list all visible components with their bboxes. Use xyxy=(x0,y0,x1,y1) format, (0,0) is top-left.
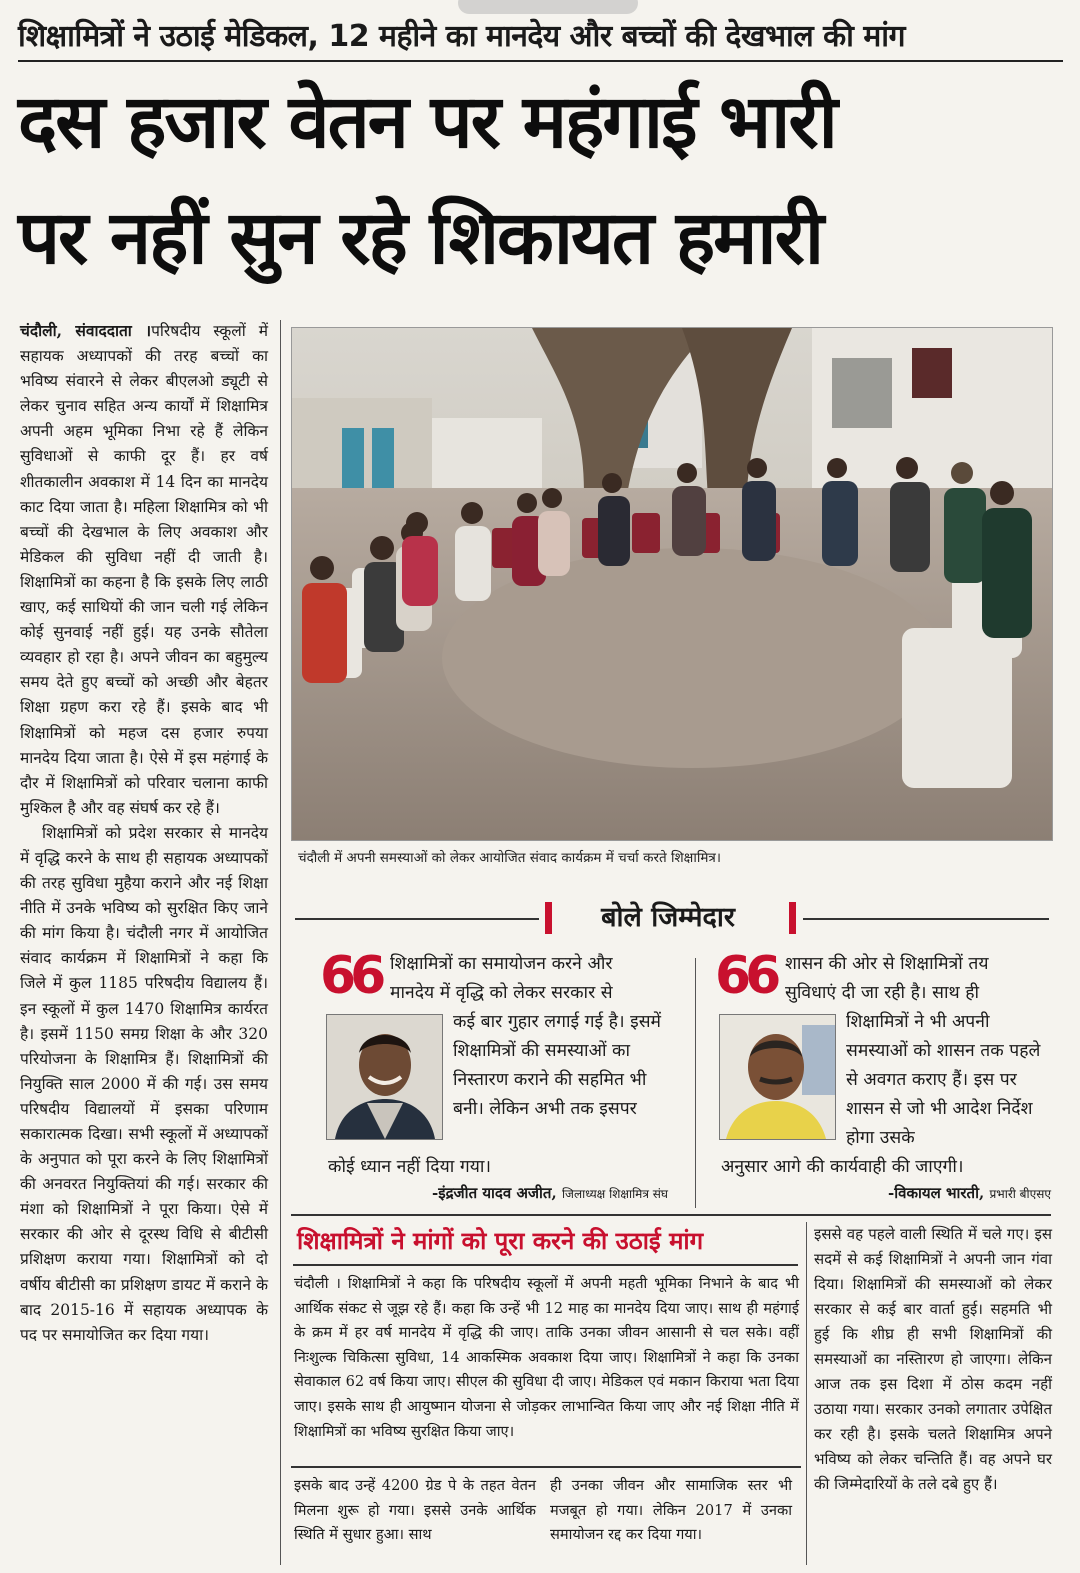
right-column-divider xyxy=(806,1222,807,1565)
quote-right-line-2: सुविधाएं दी जा रही है। साथ ही xyxy=(785,983,980,1003)
left-para-1-text: परिषदीय स्कूलों में सहायक अध्यापकों की तरह बच्चों का भविष्य संवारने से लेकर बीएलओ ड्यूटी से लेकर चुनाव सहित अन्य कार्यों में शिक्षामित्र अपनी अहम भूमिका निभा रहे हैं लेकिन सुविधाओं से काफी दूर हैं। हर वर्ष शीतकालीन अवकाश में 14 दिन का मानदेय काट दिया जाता है। महिला शिक्षामित्र को भी बच्चों की देखभाल के लिए अवकाश और मेडिकल की सुविधा नहीं दी जाती है। शिक्षामित्रों का कहना है कि इसके लिए लाठी खाए, कई साथियों की जान चली गई लेकिन कोई सुनवाई नहीं हुई। यह उनके सौतेला व्यवहार हो रहा है। अपने जीवन का बहुमुल्य समय देते हुए बच्चों को अच्छी और बेहतर शिक्षा ग्रहण करा रहे हैं। इसके बाद भी शिक्षामित्रों को महज दस हजार रुपया मानदेय दिया जाता है। ऐसे में इस महंगाई के दौर में शिक्षामित्रों को परिवार चलाना काफी मुश्किल है और वह संघर्ष कर रहे हैं। xyxy=(20,322,268,817)
meeting-photo-illustration xyxy=(292,328,1052,840)
dateline: चंदौली, संवाददाता । xyxy=(20,321,152,340)
group-photo xyxy=(291,327,1053,841)
section-title: बोले जिम्मेदार xyxy=(601,902,735,933)
portrait-indrajeet xyxy=(326,1014,443,1140)
quote-left-body: कई बार गुहार लगाई गई है। इसमें शिक्षामित्रों की समस्याओं का निस्तारण कराने की सहमित भी बनी। लेकिन अभी तक इसपर xyxy=(453,1012,662,1119)
attribution-right xyxy=(721,1183,1051,1203)
kicker-rule xyxy=(18,60,1063,62)
bottom-column-1: इसके बाद उन्हें 4200 ग्रेड पे के तहत वेतन मिलना शुरू हो गया। इससे उनके आर्थिक स्थिति में सुधार हुआ। साथ xyxy=(294,1477,536,1544)
attribution-left-name: -इंद्रजीत यादव अजीत, xyxy=(432,1184,557,1202)
portrait-illustration xyxy=(327,1015,442,1139)
box-bottom-rule xyxy=(291,1466,801,1468)
headline-line-1: दस हजार वेतन पर महंगाई भारी xyxy=(18,79,836,165)
attribution-right-name: -विकायल भारती, xyxy=(888,1184,985,1202)
column-divider xyxy=(280,320,281,1565)
sub-headline-rule xyxy=(293,1264,798,1266)
left-para-2: शिक्षामित्रों को प्रदेश सरकार से मानदेय में वृद्धि करने के साथ ही सहायक अध्यापकों की तरह सुविधा मुहैया कराने और नई शिक्षा नीति में उनके भविष्य को सुरक्षित किए जाने की मांग किया है। चंदौली नगर में आयोजित संवाद कार्यक्रम में शिक्षामित्रों ने कहा कि जिले में कुल 1185 परिषदीय विद्यालय हैं। इन स्कूलों में कुल 1470 शिक्षामित्र कार्यरत है। इसमें 1150 समग्र शिक्षा के और 320 परियोजना के शिक्षामित्र हैं। शिक्षामित्रों की नियुक्ति साल 2000 में की गई। उस समय परिषदीय विद्यालयों में इसका परिणाम सकारात्मक दिखा। सभी स्कूलों में अध्यापकों के अनुपात को पूरा करने के लिए शिक्षामित्रों की अनवरत नियुक्तियां की गई। सरकार की मंशा को शिक्षामित्रों ने पूरा किया। ऐसे में सरकार की ओर से दूरस्थ विधि से बीटीसी प्रशिक्षण कराया गया। शिक्षामित्रों को दो वर्षीय बीटीसी का प्रशिक्षण डायट में कराने के बाद 2015-16 में सहायक अध्यापक के पद पर समायोजित कर दिया गया। xyxy=(20,823,268,1344)
quote-left-line-2: मानदेय में वृद्धि को लेकर सरकार से xyxy=(390,983,613,1003)
attribution-right-role: प्रभारी बीएसए xyxy=(989,1187,1051,1201)
bottom-column-2: ही उनका जीवन और सामाजिक स्तर भी मजबूत हो गया। लेकिन 2017 में उनका समायोजन रद्द कर दिया गया। xyxy=(550,1477,792,1544)
sub-headline: शिक्षामित्रों ने मांगों को पूरा करने की उठाई मांग xyxy=(297,1227,704,1255)
attribution-left-role: जिलाध्यक्ष शिक्षामित्र संघ xyxy=(561,1187,668,1201)
demands-box-text: चंदौली । शिक्षामित्रों ने कहा कि परिषदीय स्कूलों में अपनी महती भूमिका निभाने के बाद भी आर्थिक संकट से जूझ रहे हैं। कहा कि उन्हें भी 12 माह का मानदेय दिया जाए। साथ ही महंगाई के क्रम में हर वर्ष मानदेय में वृद्धि की जाए। ताकि उनका जीवन आसानी से चल सके। वहीं निःशुल्क चिकित्सा सुविधा, 14 आकस्मिक अवकाश दिया जाए। शिक्षामित्रों ने कहा कि उनका सेवाकाल 62 वर्ष किया जाए। सीएल की सुविधा दी जाए। मेडिकल एवं मकान किराया भता दिया जाए। इसके साथ ही आयुष्मान योजना से जोड़कर लाभान्वित किया जाए और नई शिक्षा नीति में शिक्षामित्रों का भविष्य सुरक्षित किया जाए। xyxy=(294,1275,799,1440)
portrait-illustration xyxy=(720,1015,835,1139)
photo-caption: चंदौली में अपनी समस्याओं को लेकर आयोजित संवाद कार्यक्रम में चर्चा करते शिक्षामित्र। xyxy=(298,850,721,866)
quote-mark-icon-left: 66 xyxy=(320,946,381,1006)
section-bar-right xyxy=(789,902,796,934)
section-header xyxy=(291,896,1051,940)
left-para-1 xyxy=(20,318,268,821)
newspaper-page xyxy=(8,0,1072,1568)
attribution-left xyxy=(328,1183,668,1203)
section-rule-right xyxy=(803,918,1049,920)
left-column xyxy=(20,318,268,1348)
quote-left-line-1: शिक्षामित्रों का समायोजन करने और xyxy=(390,954,613,974)
headline-line-2: पर नहीं सुन रहे शिकायत हमारी xyxy=(18,195,823,281)
quote-left-last: कोई ध्यान नहीं दिया गया। xyxy=(328,1157,492,1177)
portrait-vikayal xyxy=(719,1014,836,1140)
quotes-divider xyxy=(695,958,696,1208)
quote-right-intro xyxy=(785,950,1050,1008)
quote-right-body: शिक्षामित्रों ने भी अपनी समस्याओं को शासन तक पहले से अवगत कराए हैं। इस पर शासन से जो भी आदेश निर्देश होगा उसके xyxy=(846,1012,1041,1148)
quote-right-last: अनुसार आगे की कार्यवाही की जाएगी। xyxy=(721,1157,964,1177)
quote-left-intro xyxy=(390,950,670,1008)
right-column: इससे वह पहले वाली स्थिति में चले गए। इस सदमें से कई शिक्षामित्रों ने अपनी जान गंवा दिया। शिक्षामित्रों की समस्याओं को लेकर सरकार से कई बार वार्ता हुई। सहमति भी हुई कि शीघ्र ही सभी शिक्षामित्रों की समस्याओं का नस्तिारण हो जाएगा। लेकिन आज तक इस दिशा में ठोस कदम नहीं उठाया गया। सरकार उनको लगातार उपेक्षित कर रही है। इसके चलते शिक्षामित्र अपने भविष्य को लेकर चन्तिति हैं। वह अपने घर की जिम्मेदारियों के तले दबे हुए हैं। xyxy=(814,1225,1052,1493)
article-kicker: शिक्षामित्रों ने उठाई मेडिकल, 12 महीने का मानदेय और बच्चों की देखभाल की मांग xyxy=(18,19,905,54)
quote-mark-icon-right: 66 xyxy=(715,946,776,1006)
quote-right-line-1: शासन की ओर से शिक्षामित्रों तय xyxy=(785,954,989,974)
quotes-bottom-rule xyxy=(291,1214,1051,1216)
section-rule-left xyxy=(295,918,539,920)
phone-status-pill xyxy=(458,0,638,14)
